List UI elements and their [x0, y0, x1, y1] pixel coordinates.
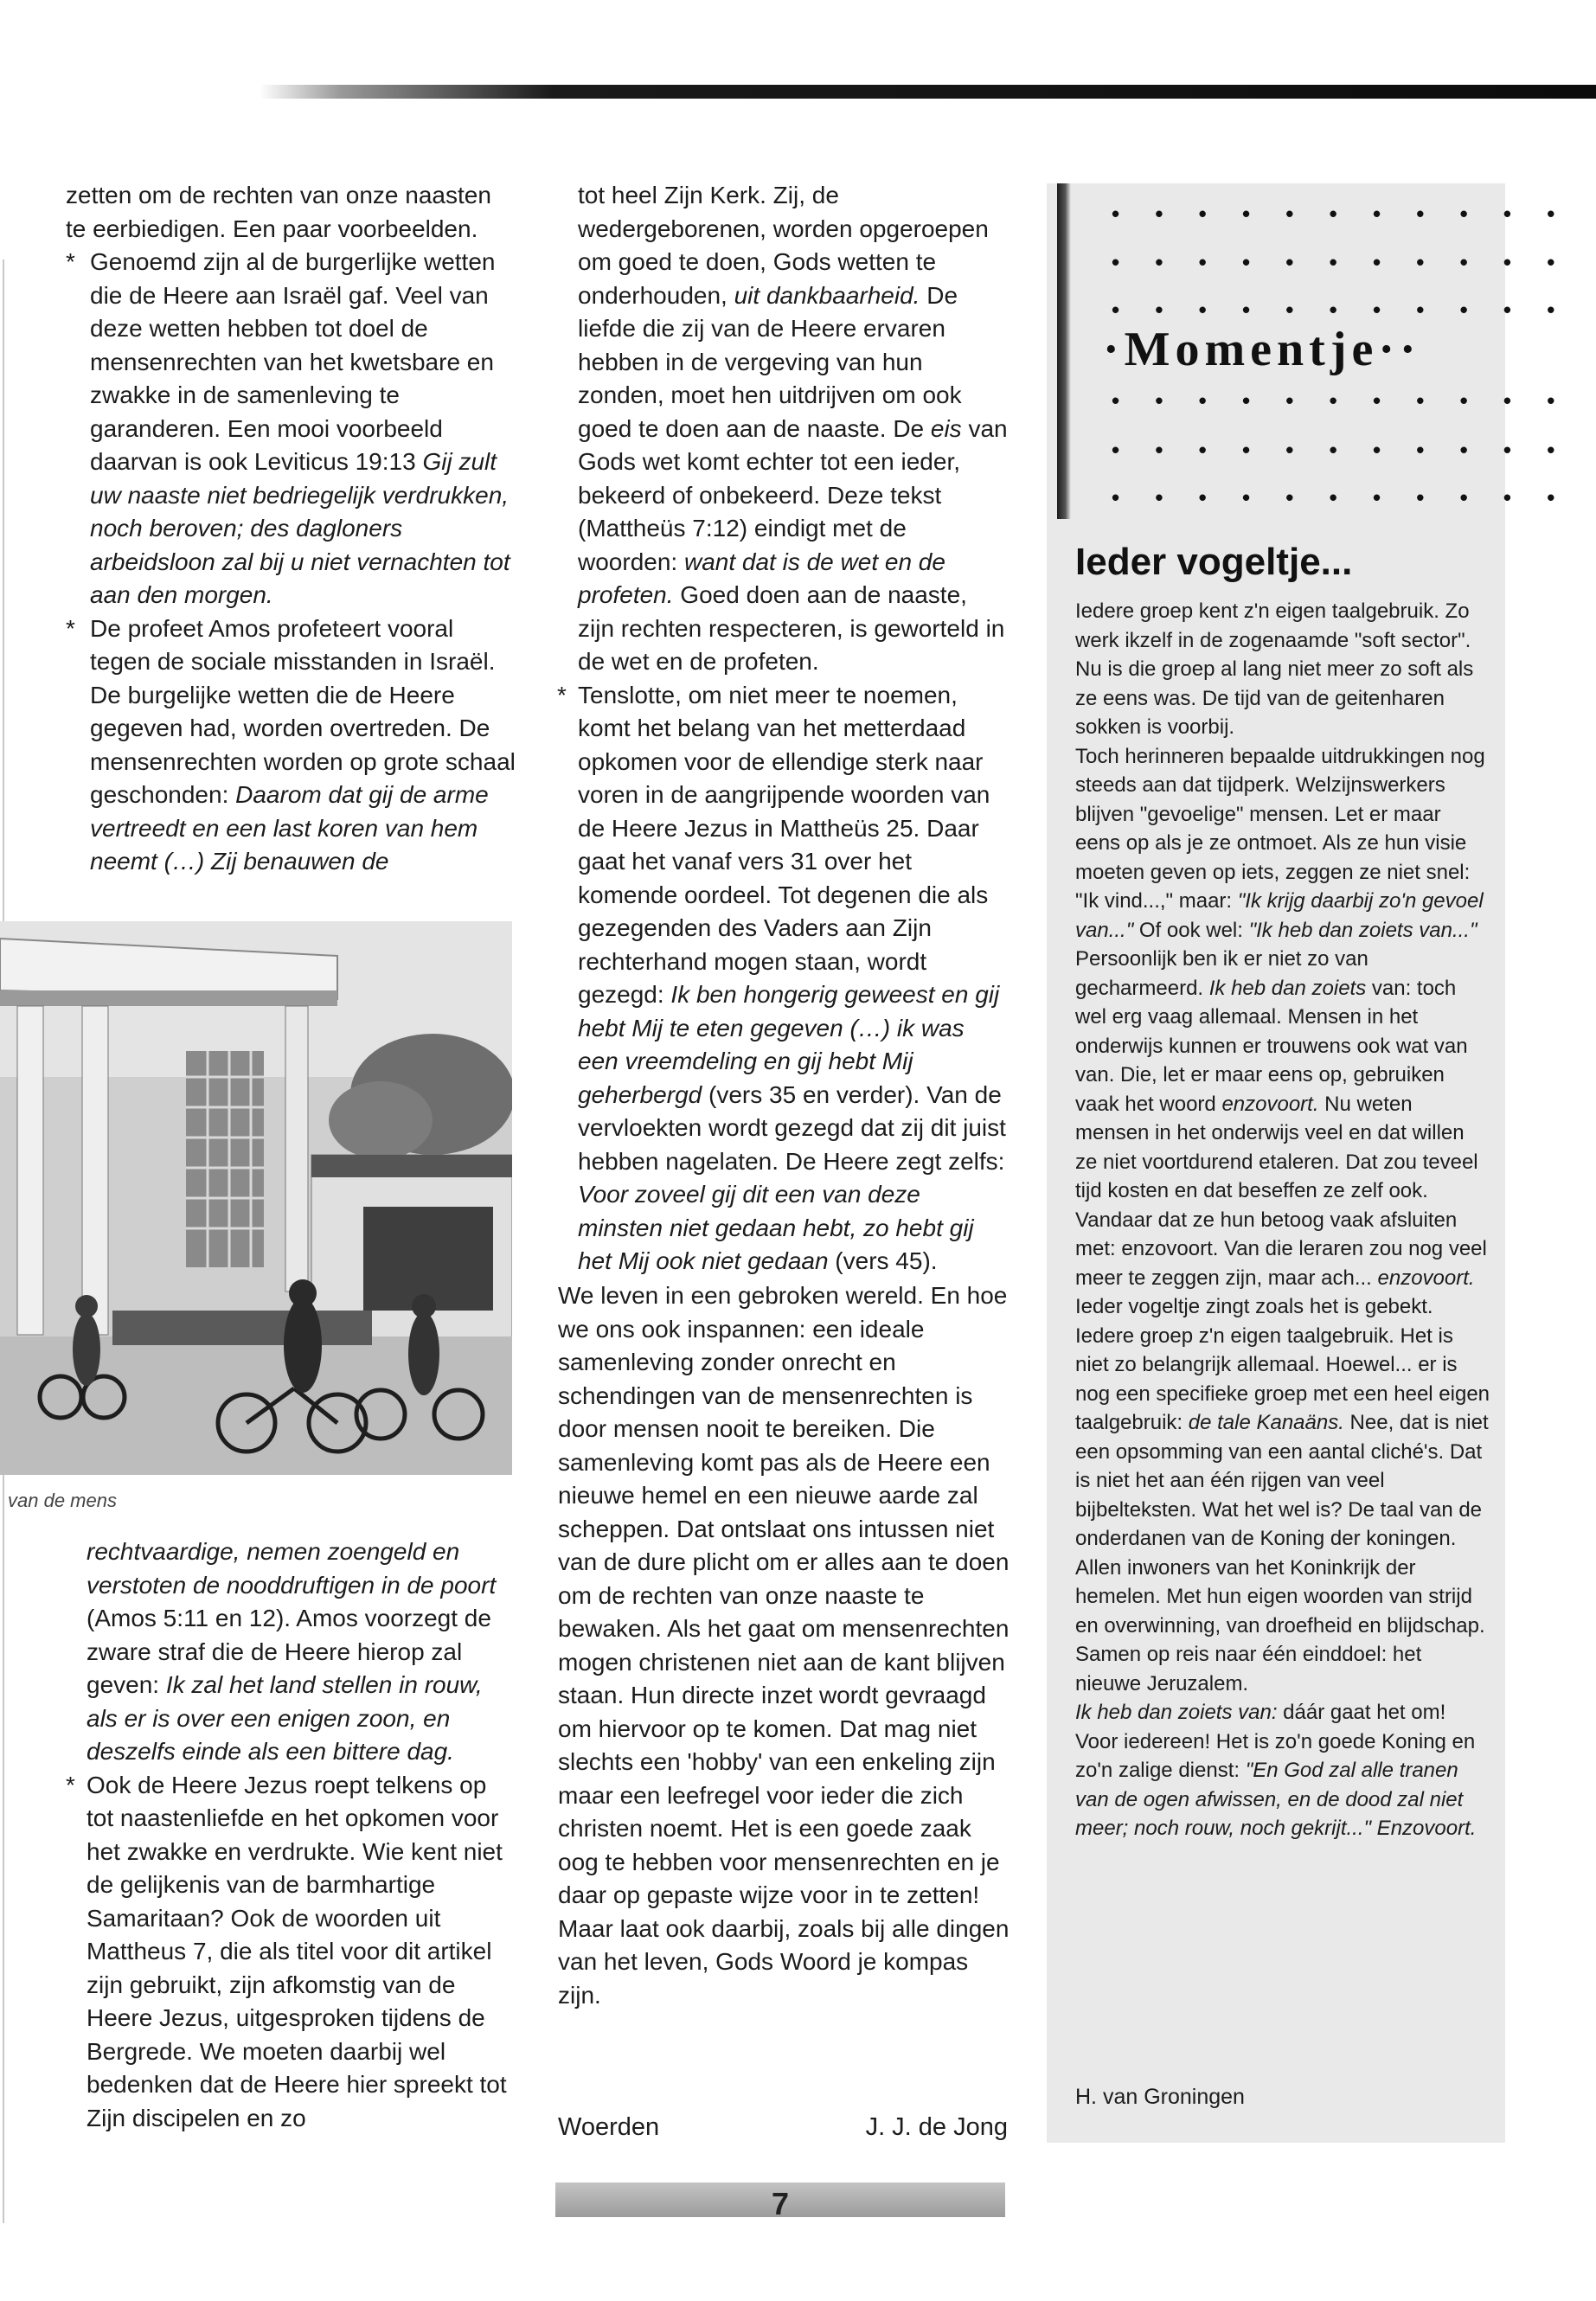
body-text: dáár gaat het om! Voor iedereen! Het is zo'n goede Koning en zo'n zalige dienst: — [1075, 1701, 1476, 1782]
emphasis-text: enzovoort. — [1221, 1092, 1319, 1116]
quote-text: Ik heb dan zoiets van: — [1075, 1701, 1278, 1724]
bullet-item — [66, 612, 516, 879]
bullet-asterisk-icon: * — [66, 614, 75, 642]
signature-place: Woerden — [558, 2113, 660, 2141]
body-text: Nee, dat is niet een opsomming van een aantal cliché's. Dat is niet het aan één rijgen van veel bijbelteksten. Wat het wel is? De taal van de onderdanen van de Koning der koningen. Allen inwoners van het Koninkrijk der hemelen. Met hun eigen woorden van strijd en overwinning, van droefheid en blijdschap. Samen op reis naar één einddoel: het nieuwe Jeruzalem. — [1075, 1411, 1489, 1695]
bullet-text: (vers 35 en verder). Van de vervloekten wordt gezegd dat zij dit juist hebben nagelaten. De Heere zegt zelfs: — [578, 1080, 1006, 1175]
bullet-asterisk-icon: * — [66, 248, 75, 275]
quote-text: "En God zal alle tranen van de ogen afwissen, en de dood zal niet meer; noch rouw, noch gekrijt..." Enzovoort. — [1075, 1759, 1477, 1840]
photo-caption: van de mens — [8, 1490, 117, 1511]
dot-row: • • • • • • • • • • • — [1112, 437, 1570, 463]
emphasis-text: eis — [930, 414, 962, 442]
bullet-text: Tenslotte, om niet meer te noemen, komt het belang van het metterdaad opkomen voor de ellendige sterk naar voren in de aangrijpende woorden van de Heere Jezus in Mattheüs 25. Daar gaat het vanaf vers 31 over het komende oordeel. Tot degenen die als gezegenden des Vaders aan Zijn rechterhand mogen staan, wordt gezegd: — [578, 681, 990, 1008]
sidebar-paragraph: Iedere groep kent z'n eigen taalgebruik. Zo werk ikzelf in de zogenaamde "soft sector". Nu is die groep al lang niet meer zo soft als ze eens was. De tijd van de geitenharen sokken is voorbij. — [1075, 599, 1474, 739]
photo-building-cyclists — [0, 921, 512, 1475]
body-text: Toch herinneren bepaalde uitdrukkingen nog steeds aan dat tijdperk. Welzijnswerkers blijven "gevoelige" mensen. Let er maar eens op als je ze ontmoet. Als ze hun visie moeten geven op iets, zeggen ze niet snel: "Ik vind...," maar: — [1075, 744, 1485, 913]
sidebar-edge-decoration — [1057, 183, 1071, 519]
dot-row: • • • • • • • • • • • — [1112, 484, 1570, 510]
article-signature — [558, 2111, 1008, 2144]
street-photo — [0, 921, 512, 1475]
bullet-text: Genoemd zijn al de burgerlijke wetten die de Heere aan Israël gaf. Veel van deze wetten hebben tot doel de mensenrechten van het kwetsbare en zwakke in de samenleving te garanderen. Een mooi voorbeeld daarvan is ook Leviticus 19:13 — [90, 248, 496, 475]
body-text: (Amos 5:11 en 12). Amos voorzegt de zware straf die de Heere hierop zal geven: — [87, 1605, 491, 1698]
bullet-quote: Daarom dat gij de arme vertreedt en een last koren van hem neemt (…) Zij benauwen de — [90, 781, 489, 875]
sidebar-title: Ieder vogeltje... — [1075, 541, 1353, 583]
body-text: Nu weten mensen in het onderwijs veel en dat willen ze niet voortdurend etaleren. Dat zou teveel tijd kosten en dat beseffen ze zelf ook. Vandaar dat ze hun betoog vaak afsluiten met: enzovoort. Van die leraren zou nog veel meer te zeggen zijn, maar ach... — [1075, 1092, 1487, 1290]
page-number-bar — [555, 2182, 1005, 2221]
quote-text: want dat is de wet en de profeten. — [578, 548, 945, 608]
quote-text: Ik zal het land stellen in rouw, als er is over een enigen zoon, en deszelfs einde als een bittere dag. — [87, 1671, 483, 1765]
bullet-text: Ook de Heere Jezus roept telkens op tot naastenliefde en het opkomen voor het zwakke en verdrukte. Wie kent niet de gelijkenis van de barmhartige Samaritaan? Ook de woorden uit Mattheus 7, die als titel voor dit artikel zijn gebruikt, zijn afkomstig van de Heere Jezus, uitgesproken tijdens de Bergrede. We moeten daarbij wel bedenken dat de Heere hier spreekt tot Zijn discipelen en zo — [87, 1771, 507, 2131]
dot-row: • • • • • • • • • • • — [1112, 297, 1570, 323]
body-text: Of ook wel: — [1133, 918, 1249, 942]
sidebar-paragraph — [1075, 1698, 1490, 1843]
sidebar-paragraph — [1075, 1292, 1490, 1698]
bullet-item — [66, 1769, 510, 2136]
body-text: van Gods wet komt echter tot een ieder, bekeerd of onbekeerd. Deze tekst (Mattheüs 7:12) eindigt met de woorden: — [578, 414, 1008, 575]
quote-text: "Ik krijg daarbij zo'n gevoel van..." — [1075, 889, 1484, 942]
quote-text: Voor zoveel gij dit een van deze minsten niet gedaan hebt, zo hebt gij het Mij ook niet gedaan — [578, 1181, 974, 1274]
bullet-asterisk-icon: * — [66, 1771, 75, 1798]
quote-text: Ik ben hongerig geweest en gij hebt Mij te eten gegeven (…) ik was een vreemdeling en gij hebt Mij geherbergd — [578, 981, 1000, 1108]
dot-row: • • • • • • • • • • • — [1112, 249, 1570, 275]
body-text: Ieder vogeltje zingt zoals het is gebekt. Iedere groep z'n eigen taalgebruik. Het is niet zo belangrijk allemaal. Hoewel... er is nog een specifieke groep met een heel eigen taalgebruik: — [1075, 1295, 1490, 1434]
column-2 — [557, 179, 1009, 1279]
page-number: 7 — [771, 2186, 790, 2221]
dot-row: • • • • • • • • • • • — [1112, 388, 1570, 413]
signature-author: J. J. de Jong — [865, 2113, 1008, 2141]
intro-text: zetten om de rechten van onze naasten te eerbiedigen. Een paar voorbeelden. — [66, 182, 491, 242]
emphasis-text: enzovoort. — [1377, 1266, 1475, 1290]
top-rule — [260, 85, 1596, 99]
bullet-text: De profeet Amos profeteert vooral tegen de sociale misstanden in Israël. De burgelijke wetten die de Heere gegeven had, worden overtreden. De mensenrechten worden op grote schaal geschonden: — [90, 614, 516, 808]
quote-text: Ik heb dan zoiets — [1208, 976, 1367, 1000]
conclusion-text: We leven in een gebroken wereld. En hoe we ons ook inspannen: een ideale samenleving zonder onrecht en schendingen van de mensenrechten is door mensen nooit te bereiken. Die samenleving komt pas als de Heere een nieuwe hemel en een nieuwe aarde zal scheppen. Dat ontslaat ons intussen niet van de dure plicht om er alles aan te doen om de rechten van onze naaste te bewaken. Als het gaat om mensenrechten mogen christenen niet aan de kant blijven staan. Hun directe inzet wordt gevraagd om hiervoor op te komen. Dat mag niet slechts een 'hobby' van een enkeling zijn maar een leefregel voor ieder die zich christen noemt. Het is een goede zaak oog te hebben voor mensenrechten en je daar op gepaste wijze voor in te zetten! Maar laat ook daarbij, zoals bij alle dingen van het leven, Gods Woord je kompas zijn. — [558, 1282, 1010, 2009]
column-1-upper — [66, 179, 516, 879]
bullet-item — [66, 246, 516, 612]
column-1-lower — [66, 1535, 510, 2135]
body-text: Persoonlijk ben ik er niet zo van gecharmeerd. — [1075, 947, 1368, 1000]
sidebar-body — [1075, 597, 1490, 1843]
body-text: tot heel Zijn Kerk. Zij, de wedergeborenen, worden opgeroepen om goed te doen, Gods wetten te onderhouden, — [578, 182, 989, 309]
bullet-item — [557, 679, 1009, 1279]
quote-text: rechtvaardige, nemen zoengeld en verstoten de nooddruftigen in de poort — [87, 1538, 497, 1599]
sidebar-signature: H. van Groningen — [1075, 2085, 1245, 2109]
dot-row: • • • • • • • • • • • — [1112, 201, 1570, 227]
emphasis-text: de tale Kanaäns. — [1188, 1411, 1344, 1434]
column-2-conclusion — [558, 1279, 1012, 2012]
body-text: Goed doen aan de naaste, zijn rechten respecteren, is geworteld in de wet en de profeten. — [578, 581, 1005, 675]
sidebar-heading: ·Momentje·· — [1103, 323, 1421, 376]
body-text: De liefde die zij van de Heere ervaren hebben in de vergeving van hun zonden, moet hen uitdrijven om ook goed te doen aan de naaste. De — [578, 281, 962, 442]
body-text: van: toch wel erg vaag allemaal. Mensen in het onderwijs kunnen er trouwens ook wat van van. Die, let er maar eens op, gebruiken vaak het woord — [1075, 976, 1468, 1116]
bullet-text: (vers 45). — [828, 1247, 938, 1274]
emphasis-text: uit dankbaarheid. — [734, 281, 920, 309]
bullet-quote: Gij zult uw naaste niet bedriegelijk verdrukken, noch beroven; des dagloners arbeidsloon zal bij u niet vernachten tot aan den morgen. — [90, 448, 510, 608]
bullet-asterisk-icon: * — [557, 681, 567, 708]
sidebar-paragraph — [1075, 742, 1490, 1293]
quote-text: "Ik heb dan zoiets van..." — [1248, 918, 1477, 942]
